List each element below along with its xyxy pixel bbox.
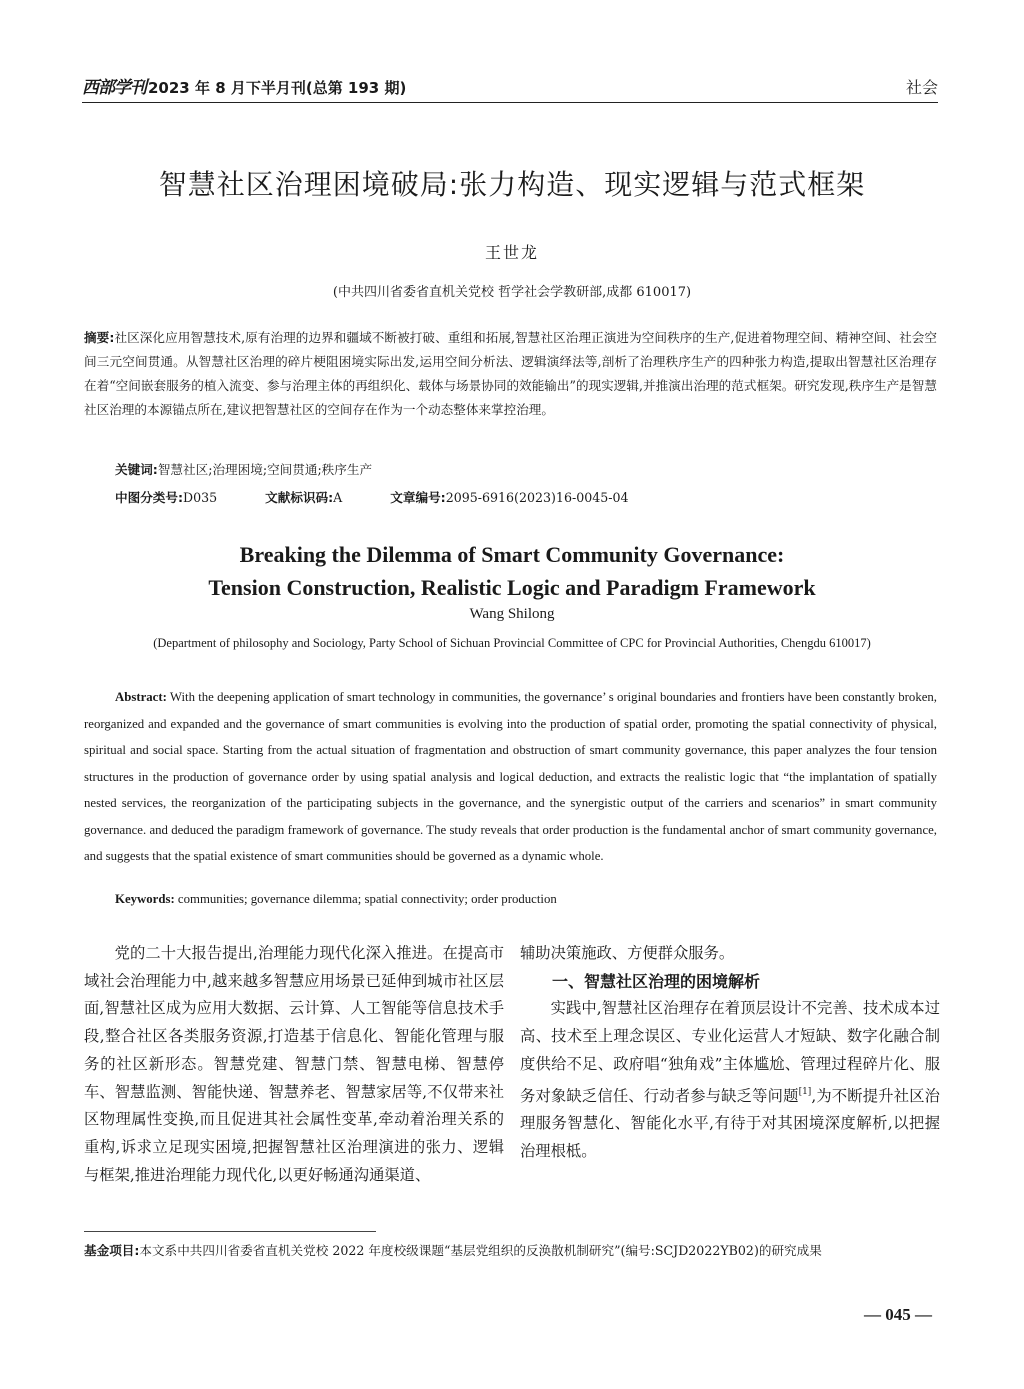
- author-chinese: 王世龙: [484, 243, 539, 262]
- keywords-chinese-text: 智慧社区;治理困境;空间贯通;秩序生产: [157, 462, 373, 477]
- body-column-right: [520, 940, 940, 1166]
- citation-marker: [1]: [798, 1086, 812, 1097]
- affiliation-chinese: (中共四川省委省直机关党校 哲学社会学教研部,成都 610017): [332, 285, 692, 300]
- issue-info: 2023 年 8 月下半月刊(总第 193 期): [148, 79, 407, 97]
- abstract-chinese: [84, 326, 937, 422]
- affiliation-english: (Department of philosophy and Sociology, Party School of Sichuan Provincial Committee of CPC for Provincial Authorities, Chengdu 610017): [153, 636, 871, 650]
- article-value: 2095-6916(2023)16-0045-04: [445, 490, 629, 505]
- abstract-english-text: With the deepening application of smart technology in communities, the governance’ s original boundaries and frontiers have been constantly broken, reorganized and expanded and the governance of smart communities is evolving into the production of spatial order, promoting the spatial connectivity of physical, spiritual and social space. Starting from the actual situation of fragmentation and obstruction of smart community governance, this paper analyzes the four tension structures in the production of governance order by using spatial analysis and logical deduction, and extracts the realistic logic that “the implantation of spatially nested services, the reorganization of the participating subjects in the governance, and the synergistic output of the carriers and scenarios” in smart community governance. and deduced the paradigm framework of governance. The study reveals that order production is the fundamental anchor of smart community governance, and suggests that the spatial existence of smart communities should be governed as a dynamic whole.: [84, 690, 938, 863]
- body-text: 实践中,智慧社区治理存在着顶层设计不完善、技术成本过高、技术至上理念误区、专业化运营人才短缺、数字化融合制度供给不足、政府唱“独角戏”主体尴尬、管理过程碎片化、服务对象缺乏信任、行动者参与缺乏等问题: [520, 999, 940, 1105]
- author-english: Wang Shilong: [469, 606, 555, 622]
- keywords-chinese: [115, 459, 372, 478]
- clc-value: D035: [183, 490, 218, 505]
- clc-label: 中图分类号:: [115, 490, 184, 505]
- funding-text: 本文系中共四川省委省直机关党校 2022 年度校级课题“基层党组织的反涣散机制研究”(编号:SCJD2022YB02)的研究成果: [139, 1243, 822, 1258]
- section-name: 社会: [905, 78, 938, 97]
- doc-label: 文献标识码:: [265, 490, 334, 505]
- body-column-left: [84, 940, 504, 1189]
- funding-label: 基金项目:: [84, 1243, 140, 1258]
- abstract-chinese-text: 社区深化应用智慧技术,原有治理的边界和疆域不断被打破、重组和拓展,智慧社区治理正演进为空间秩序的生产,促进着物理空间、精神空间、社会空间三元空间贯通。从智慧社区治理的碎片梗阻困境实际出发,运用空间分析法、逻辑演绎法等,剖析了治理秩序生产的四种张力构造,提取出智慧社区治理存在着“空间嵌套服务的植入流变、参与治理主体的再组织化、载体与场景协同的效能输出”的现实逻辑,并推演出治理的范式框架。研究发现,秩序生产是智慧社区治理的本源锚点所在,建议把智慧社区的空间存在作为一个动态整体来掌控治理。: [84, 330, 937, 417]
- page-number: — 045 —: [864, 1305, 932, 1324]
- keywords-english-label: Keywords:: [115, 892, 175, 906]
- title-chinese: 智慧社区治理困境破局:张力构造、现实逻辑与范式框架: [158, 168, 866, 201]
- article-number: [390, 487, 628, 506]
- document-code: [265, 487, 342, 506]
- keywords-english: [115, 892, 557, 907]
- article-label: 文章编号:: [390, 490, 446, 505]
- clc-number: [115, 487, 217, 506]
- funding-footnote: [84, 1240, 937, 1262]
- section-heading: 一、智慧社区治理的困境解析: [552, 971, 761, 991]
- abstract-english: [84, 684, 937, 870]
- body-text: ,为不断提升社区治理服务智慧化、智能化水平,有待于对其困境深度解析,以把握治理根柢。: [520, 1086, 940, 1160]
- classification-row: [115, 487, 629, 506]
- header-left: [82, 73, 406, 98]
- abstract-chinese-label: 摘要:: [84, 330, 115, 345]
- keywords-chinese-label: 关键词:: [115, 462, 158, 477]
- title-english: [0, 538, 1024, 604]
- body-paragraph: 党的二十大报告提出,治理能力现代化深入推进。在提高市域社会治理能力中,越来越多智慧应用场景已延伸到城市社区层面,智慧社区成为应用大数据、云计算、人工智能等信息技术手段,整合社区各类服务资源,打造基于信息化、智能化管理与服务的社区新形态。智慧党建、智慧门禁、智慧电梯、智慧停车、智慧监测、智能快递、智慧养老、智慧家居等,不仅带来社区物理属性变换,而且促进其社会属性变革,牵动着治理关系的重构,诉求立足现实困境,把握智慧社区治理演进的张力、逻辑与框架,推进治理能力现代化,以更好畅通沟通渠道、: [84, 944, 504, 1184]
- footnote-divider: [84, 1231, 376, 1232]
- journal-logo: 西部学刊: [82, 78, 146, 98]
- body-paragraph: [520, 995, 940, 1165]
- running-header: [82, 70, 938, 103]
- abstract-english-label: Abstract:: [115, 690, 167, 704]
- doc-value: A: [333, 490, 343, 505]
- body-paragraph-continued: 辅助决策施政、方便群众服务。: [520, 944, 735, 962]
- title-english-line1: Breaking the Dilemma of Smart Community Governance:: [239, 542, 785, 567]
- title-english-line2: Tension Construction, Realistic Logic and Paradigm Framework: [208, 575, 816, 600]
- keywords-english-text: communities; governance dilemma; spatial connectivity; order production: [177, 892, 557, 906]
